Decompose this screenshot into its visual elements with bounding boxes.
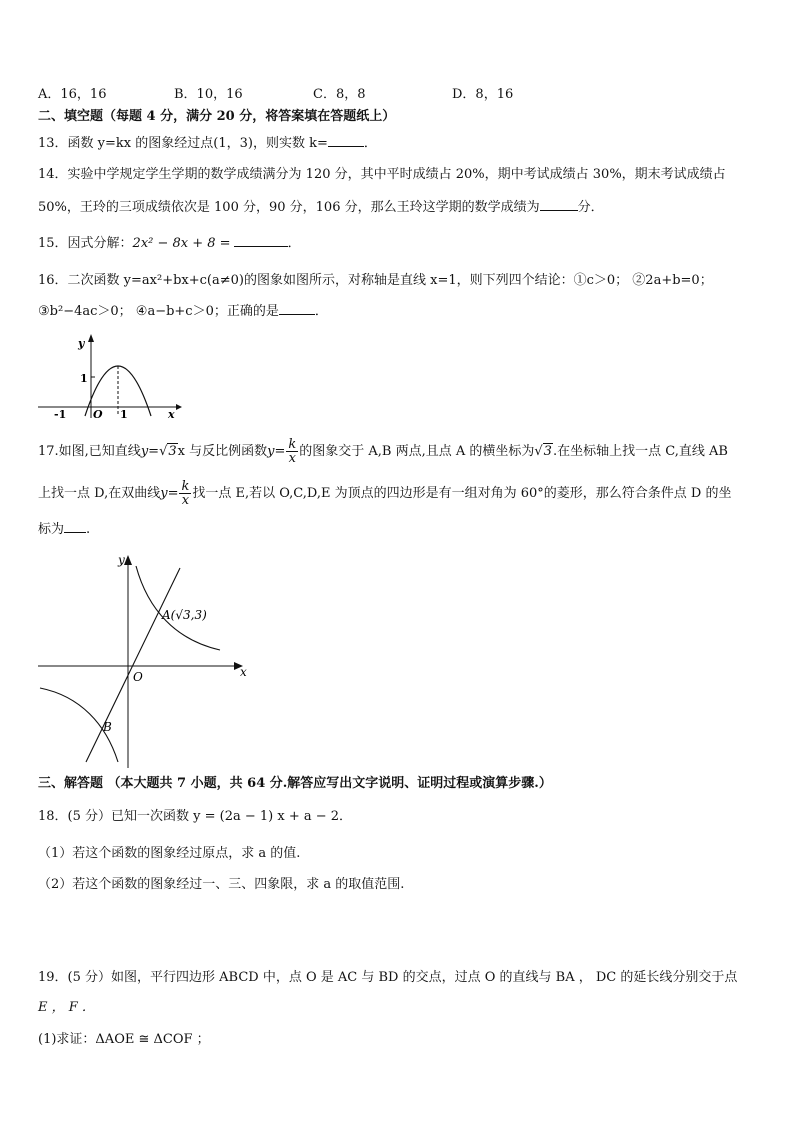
q17-line-1 <box>38 438 728 465</box>
q17-sqrt3-value: 3 <box>168 444 177 459</box>
q17-answer-blank <box>64 520 86 533</box>
q17-line-ab <box>86 568 180 762</box>
q17-frac2-num: k <box>181 479 190 494</box>
q17-text-1: 17.如图,已知直线 <box>38 444 141 459</box>
q17-line-2-a: 上找一点 D,在双曲线 <box>38 486 161 501</box>
q16-label-neg1: -1 <box>54 408 67 420</box>
question-15 <box>38 234 301 253</box>
q16-line-2-text: ③b²−4ac＞0； ④a−b+c＞0；正确的是 <box>38 304 279 319</box>
q17-func-eq: y= <box>267 444 286 459</box>
q17-line-3 <box>38 520 90 539</box>
q16-line-1: 16．二次函数 y=ax²+bx+c(a≠0)的图象如图所示，对称轴是直线 x=1，则下列四个结论：①c＞0； ②2a+b=0； <box>38 273 713 288</box>
q17-y-arrow-icon <box>124 555 132 565</box>
q17-sqrt3-b: √3 <box>534 444 552 459</box>
q16-x-arrow-icon <box>176 404 182 410</box>
q13-end: ． <box>363 136 377 151</box>
q17-fraction-2 <box>179 480 191 507</box>
section-2-title: 二、填空题（每题 4 分，满分 20 分，将答案填在答题纸上） <box>38 109 396 124</box>
q12-option-a: A．16，16 <box>38 87 107 102</box>
q14-end: 分． <box>577 200 604 215</box>
section-3-title: 三、解答题 （本大题共 7 小题，共 64 分.解答应写出文字说明、证明过程或演算步骤.） <box>38 776 552 791</box>
q17-line-3-text: 标为 <box>38 522 65 537</box>
q18-part-2: （2）若这个函数的图象经过一、三、四象限，求 a 的取值范围. <box>38 877 405 892</box>
q16-label-1-x: 1 <box>120 408 128 420</box>
q17-x-label: x <box>240 665 247 679</box>
q15-end: ． <box>287 236 301 251</box>
q12-option-c: C．8，8 <box>313 87 366 102</box>
q15-answer-blank <box>234 234 288 247</box>
q12-option-b: B．10，16 <box>174 87 243 102</box>
q17-line-2 <box>38 480 731 507</box>
q17-y-label: y <box>118 553 125 567</box>
q17-period: . <box>86 522 91 537</box>
q17-frac-den: x <box>288 451 296 466</box>
q16-x-label: x <box>168 408 175 420</box>
q17-point-b-label: B <box>103 720 112 734</box>
q15-prefix: 15．因式分解： <box>38 236 133 251</box>
q17-func-eq-2: y= <box>160 486 179 501</box>
q19-line-2: E ， F ． <box>38 1000 95 1015</box>
q12-option-d: D．8，16 <box>452 87 514 102</box>
q17-figure <box>36 548 256 770</box>
q14-line-1: 14．实验中学规定学生学期的数学成绩满分为 120 分，其中平时成绩占 20%，期中考试成绩占 30%，期末考试成绩占 <box>38 167 726 182</box>
q17-fraction <box>286 438 298 465</box>
q17-sqrt3: √3 <box>159 444 177 459</box>
q19-line-1: 19．(5 分）如图，平行四边形 ABCD 中，点 O 是 AC 与 BD 的交点，过点 O 的直线与 BA ， DC 的延长线分别交于点 <box>38 970 738 985</box>
q17-text-3: 的图象交于 A,B 两点,且点 A 的横坐标为 <box>299 444 535 459</box>
q19-part-1: (1)求证：ΔAOE ≅ ΔCOF ； <box>38 1032 210 1047</box>
q17-origin-label: O <box>133 670 143 684</box>
q16-y-arrow-icon <box>88 334 94 342</box>
q18-part-1: （1）若这个函数的图象经过原点，求 a 的值. <box>38 846 301 861</box>
q14-line-2-text: 50%，王玲的三项成绩依次是 100 分，90 分，106 分，那么王玲这学期的数学成绩为 <box>38 200 540 215</box>
q17-text-2: x 与反比例函数 <box>177 444 268 459</box>
q16-y-label: y <box>78 337 85 350</box>
q16-label-1-y: 1 <box>80 372 88 385</box>
q15-expression: 2x² − 8x + 8 = <box>132 236 231 251</box>
q17-line-eq: y= <box>140 444 160 459</box>
q17-point-a-label: A(√3,3) <box>162 608 207 622</box>
q14-line-2 <box>38 198 604 217</box>
q17-line-2-b: 找一点 E,若以 O,C,D,E 为顶点的四边形是有一组对角为 60°的菱形，那么符合条件点 D 的坐 <box>192 486 732 501</box>
q17-frac-num: k <box>288 437 297 452</box>
q17-sqrt3-b-value: 3 <box>543 444 552 459</box>
q13-answer-blank <box>328 134 364 147</box>
q16-parabola-figure <box>36 330 186 420</box>
question-13 <box>38 134 377 153</box>
q13-text: 13．函数 y=kx 的图象经过点(1，3)，则实数 k= <box>38 136 328 151</box>
q16-label-origin: O <box>93 408 103 420</box>
q16-answer-blank <box>279 302 315 315</box>
q16-end: ． <box>314 304 328 319</box>
q14-answer-blank <box>540 198 578 211</box>
q17-text-4: .在坐标轴上找一点 C,直线 AB <box>552 444 728 459</box>
q17-frac2-den: x <box>181 493 190 508</box>
q18-stem: 18．(5 分）已知一次函数 y = (2a − 1) x + a − 2． <box>38 809 353 824</box>
q16-line-2 <box>38 302 328 321</box>
